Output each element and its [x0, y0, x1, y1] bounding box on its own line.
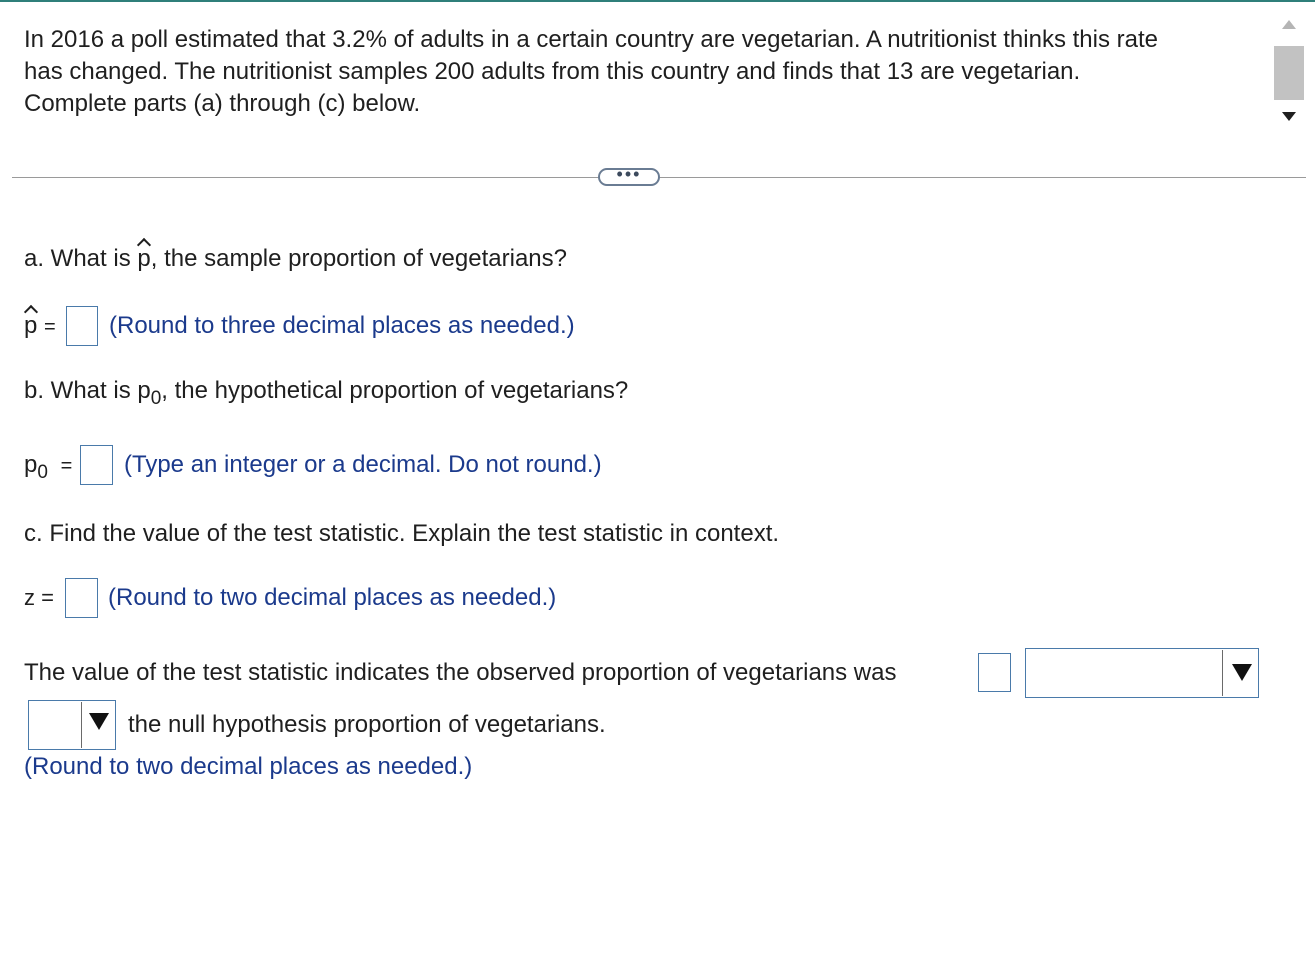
part-a-question-prefix: a. What is — [24, 245, 138, 272]
part-a-answer-label — [24, 310, 56, 343]
part-b-answer-label — [24, 449, 72, 483]
part-a-question-suffix: , the sample proportion of vegetarians? — [150, 245, 567, 272]
part-b-question — [24, 375, 628, 409]
z-answer-input[interactable] — [65, 578, 98, 618]
part-b-equals: = — [60, 455, 73, 477]
problem-statement-pane — [0, 0, 1315, 140]
dropdown-arrow-icon — [1232, 664, 1252, 681]
scroll-thumb[interactable] — [1274, 46, 1304, 100]
problem-scrollbar[interactable] — [1272, 12, 1306, 130]
part-c-question: c. Find the value of the test statistic. Explain the test statistic in context. — [24, 520, 780, 547]
scroll-up-arrow-icon[interactable] — [1282, 20, 1296, 29]
part-a-equals: = — [44, 316, 56, 338]
comparison-dropdown[interactable] — [1025, 648, 1259, 698]
part-c-hint: (Round to two decimal places as needed.) — [108, 584, 557, 611]
problem-line-1: In 2016 a poll estimated that 3.2% of adults in a certain country are vegetarian. A nutritionist thinks this rate — [24, 26, 1158, 53]
expand-more-button[interactable]: ••• — [598, 168, 660, 186]
problem-line-3: Complete parts (a) through (c) below. — [24, 90, 421, 117]
part-b-question-subscript: 0 — [150, 388, 162, 409]
problem-statement — [24, 24, 1264, 120]
p-hat-answer-input[interactable] — [66, 306, 98, 346]
part-b-question-suffix: , the hypothetical proportion of vegetarians? — [161, 377, 629, 404]
z-label: z = — [24, 585, 54, 610]
p-hat-symbol: p — [137, 243, 150, 275]
direction-dropdown[interactable] — [28, 700, 116, 750]
dropdown-arrow-icon-2 — [89, 713, 109, 730]
p0-answer-input[interactable] — [80, 445, 113, 485]
part-a-hint: (Round to three decimal places as needed.) — [109, 312, 575, 339]
p-hat-label: p — [24, 310, 37, 342]
p0-label: p — [24, 451, 38, 478]
p0-label-subscript: 0 — [37, 462, 48, 483]
explain-line-2: the null hypothesis proportion of vegetarians. — [128, 711, 606, 738]
problem-line-2: has changed. The nutritionist samples 200 adults from this country and finds that 13 are vegetarian. — [24, 58, 1081, 85]
explain-value-input[interactable] — [978, 653, 1011, 692]
part-a-question — [24, 243, 567, 275]
scroll-down-arrow-icon[interactable] — [1282, 112, 1296, 121]
explain-hint: (Round to two decimal places as needed.) — [24, 753, 473, 780]
part-b-question-prefix: b. What is p — [24, 377, 151, 404]
part-b-hint: (Type an integer or a decimal. Do not round.) — [124, 451, 602, 478]
explain-line-1: The value of the test statistic indicates the observed proportion of vegetarians was — [24, 659, 897, 686]
